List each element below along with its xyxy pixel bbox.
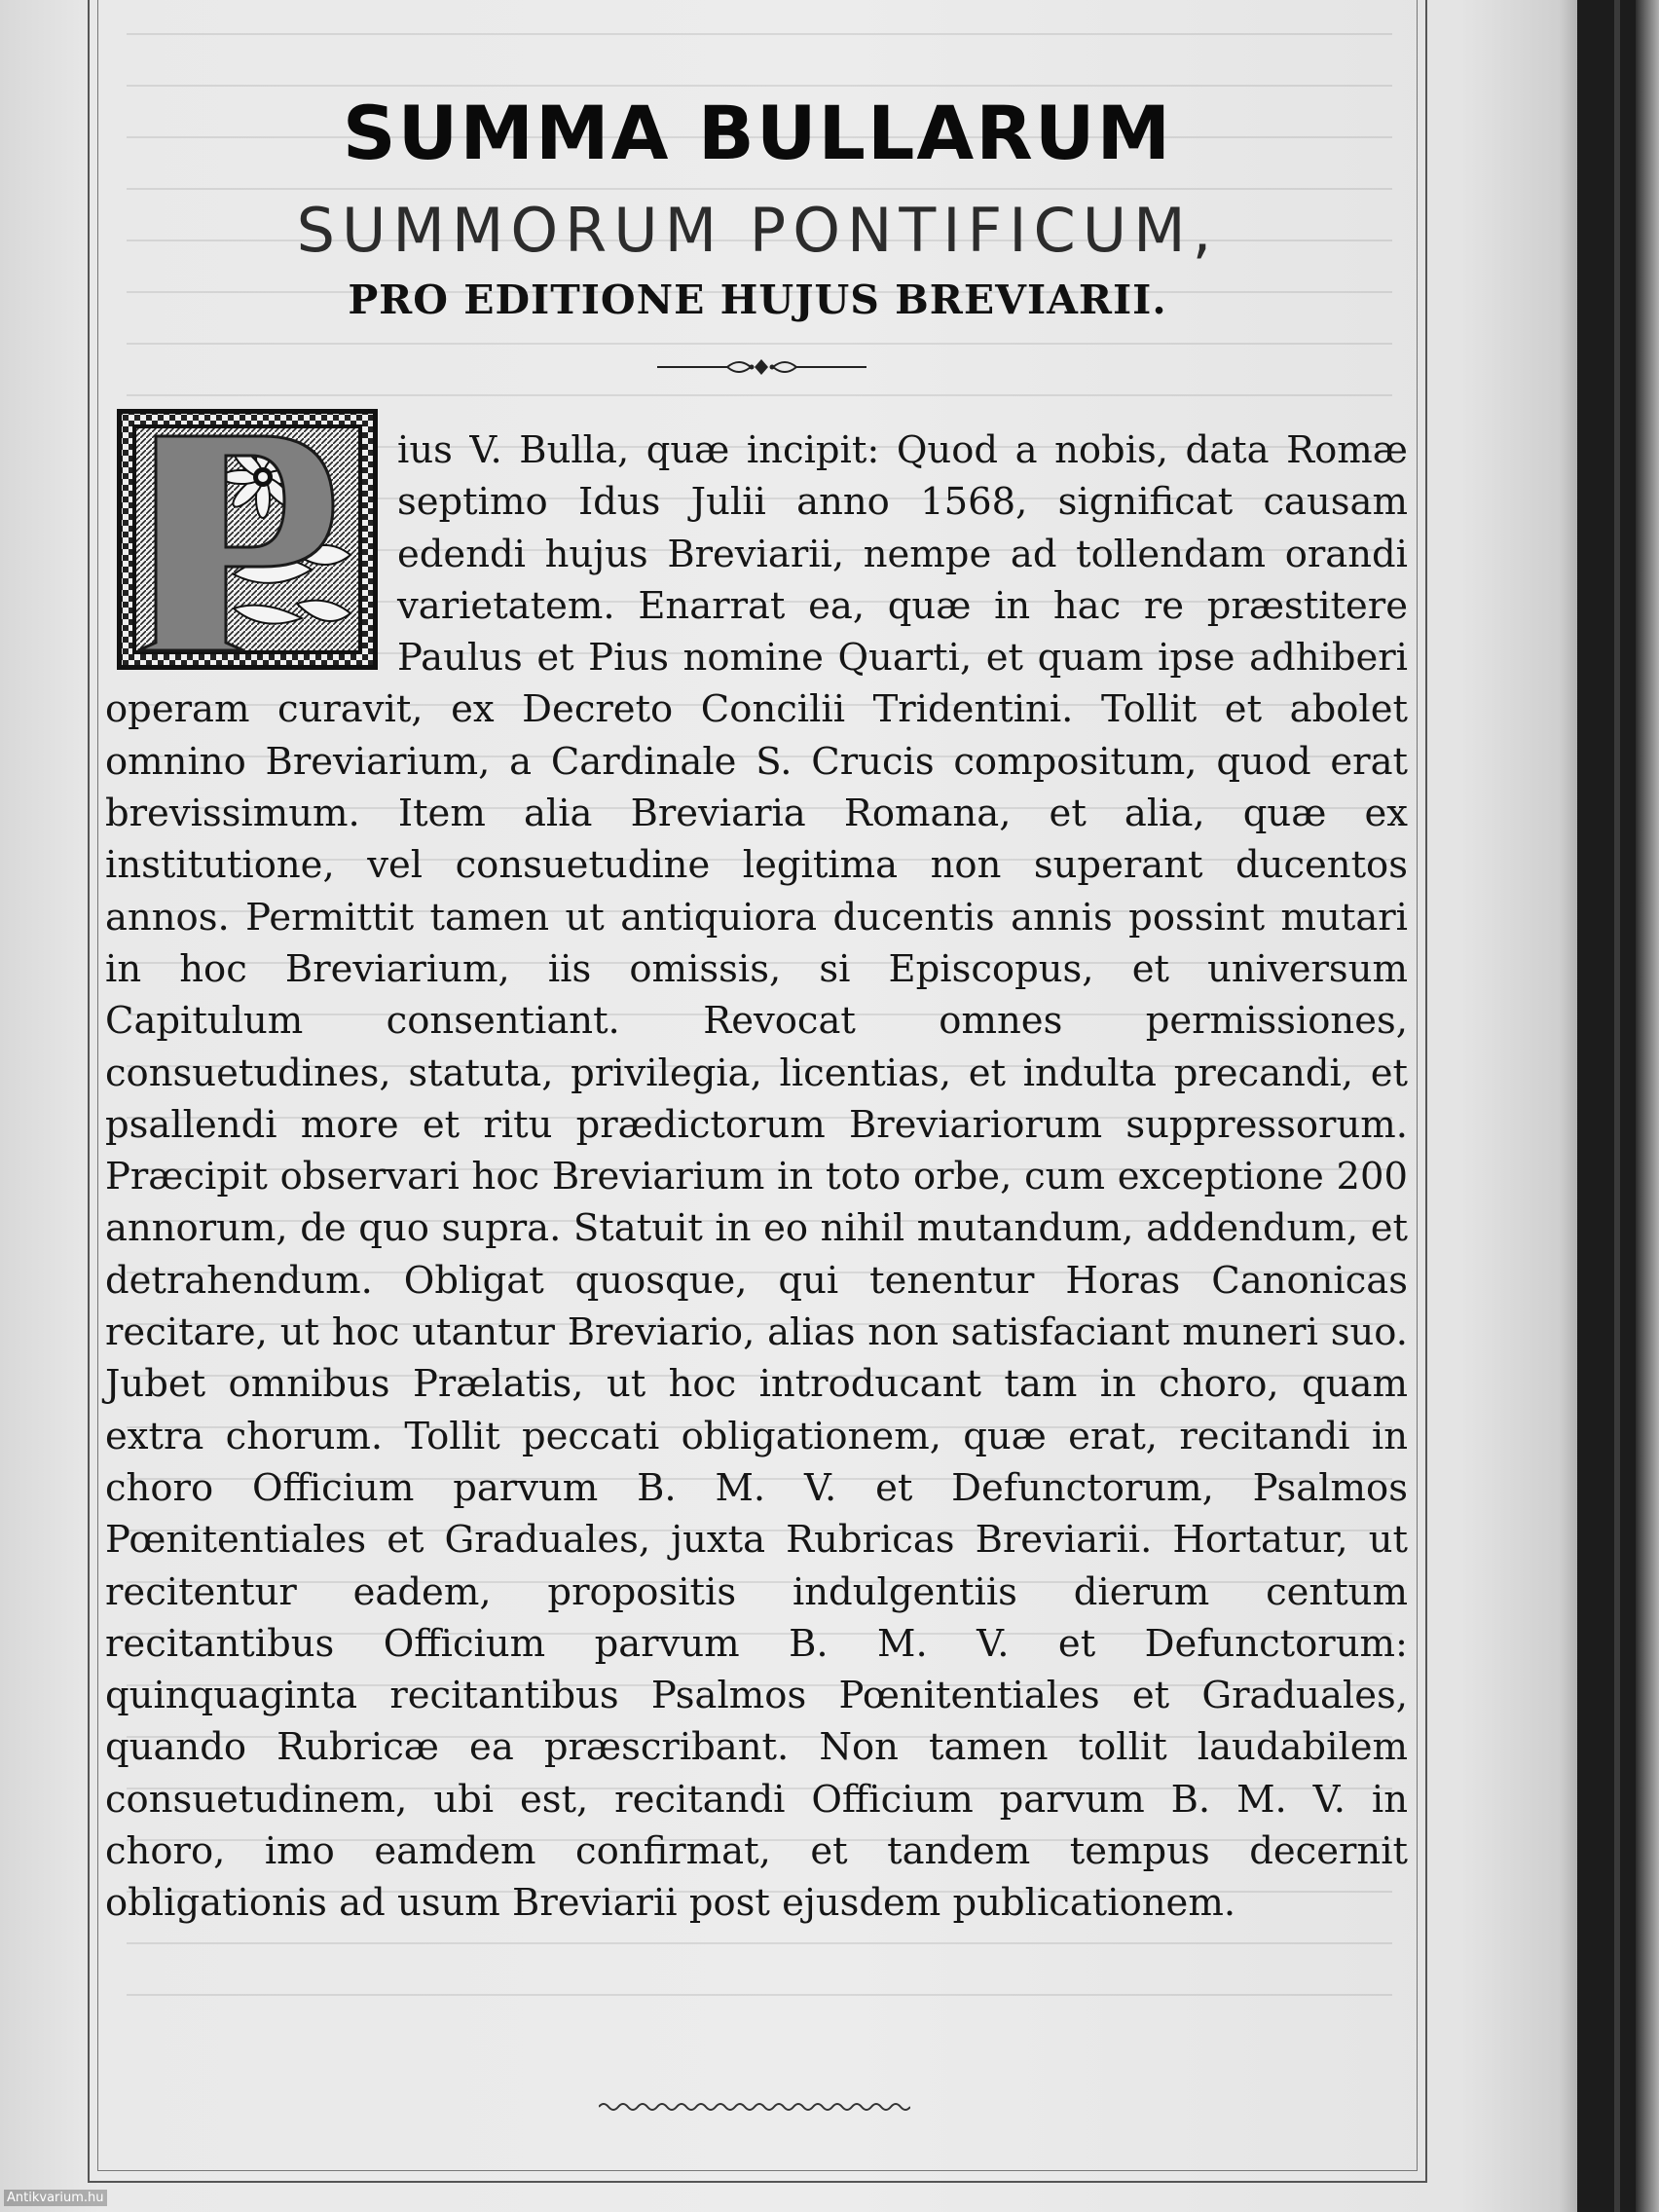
book-spine-edge <box>1577 0 1636 2212</box>
drop-cap-spacer <box>105 424 397 682</box>
page-heading-line3: PRO EDITIONE HUJUS BREVIARII. <box>348 276 1167 323</box>
page-title: SUMMA BULLARUM <box>342 90 1173 176</box>
bottom-wavy-rule <box>599 2098 910 2116</box>
ornament-divider-icon <box>657 348 866 387</box>
page-subtitle: SUMMORUM PONTIFICUM, <box>296 195 1219 266</box>
watermark: Antikvarium.hu <box>4 2190 107 2206</box>
bull-summary-paragraph <box>105 424 1408 1930</box>
paragraph-text: ius V. Bulla, quæ incipit: Quod a nobis, data Romæ septimo Idus Julii anno 1568, significat causam edendi hujus Breviarii, nempe ad tollendam orandi varietatem. Enarrat ea, quæ in hac re præstitere Paulus et Pius nomine Quarti, et quam ipse adhiberi operam curavit, ex Decreto Concilii Tridentini. Tollit et abolet omnino Breviarium, a Cardinale S. Crucis compositum, quod erat brevissimum. Item alia Breviaria Romana, et alia, quæ ex institutione, vel consuetudine legitima non superant ducentos annos. Permittit tamen ut antiquiora ducentis annis possint mutari in hoc Breviarium, iis omissis, si Episcopus, et universum Capitulum consentiant. Revocat omnes permissiones, consuetudines, statuta, privilegia, licentias, et indulta precandi, et psallendi more et ritu prædictorum Breviariorum suppressorum. Præcipit observari hoc Breviarium in toto orbe, cum exceptione 200 annorum, de quo supra. Statuit in eo nihil mutandum, addendum, et detrahendum. Obligat quosque, qui tenentur Horas Canonicas recitare, ut hoc utantur Breviario, alias non satisfaciant muneri suo. Jubet omnibus Prælatis, ut hoc introducant tam in choro, quam extra chorum. Tollit peccati obligationem, quæ erat, recitandi in choro Officium parvum B. M. V. et Defunctorum, Psalmos Pœnitentiales et Graduales, juxta Rubricas Breviarii. Hortatur, ut recitentur eadem, propositis indulgentiis dierum centum recitantibus Officium parvum B. M. V. et Defunctorum: quinquaginta recitantibus Psalmos Pœnitentiales et Graduales, quando Rubricæ ea præscribant. Non tamen tollit laudabilem consuetudinem, ubi est, recitandi Officium parvum B. M. V. in choro, imo eamdem confirmat, et tandem tempus decernit obligationis ad usum Breviarii post ejusdem publicationem. <box>105 428 1408 1926</box>
